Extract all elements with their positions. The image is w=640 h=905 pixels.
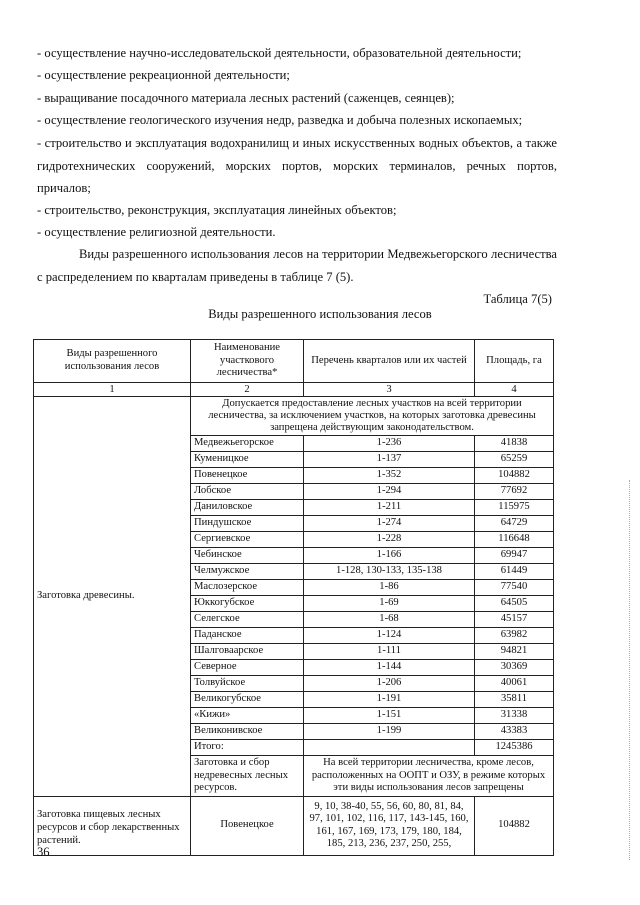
quarters-cell: 1-228 (304, 532, 475, 548)
forestry-name: Повенецкое (191, 796, 304, 855)
use-type-cell: Заготовка и сбор недревесных лесных ресурсов. (191, 756, 304, 797)
intro-item: - строительство, реконструкция, эксплуатация линейных объектов; (37, 203, 397, 217)
quarters-cell: 1-69 (304, 596, 475, 612)
column-number: 2 (191, 383, 304, 397)
area-cell: 69947 (475, 548, 554, 564)
total-label: Итого: (191, 740, 304, 756)
quarters-cell: 1-151 (304, 708, 475, 724)
area-cell: 63982 (475, 628, 554, 644)
forestry-name: «Кижи» (191, 708, 304, 724)
header-cell: Перечень кварталов или их частей (304, 340, 475, 383)
forestry-name: Медвежьегорское (191, 436, 304, 452)
intro-item: - осуществление рекреационной деятельности; (37, 68, 290, 82)
area-cell: 64729 (475, 516, 554, 532)
header-cell: Виды разрешенного использования лесов (34, 340, 191, 383)
forestry-name: Шалговаарское (191, 644, 304, 660)
quarters-cell: 1-211 (304, 500, 475, 516)
quarters-cell: 1-206 (304, 676, 475, 692)
quarters-cell: 1-352 (304, 468, 475, 484)
intro-item: - осуществление религиозной деятельности. (37, 225, 276, 239)
quarters-cell: 1-68 (304, 612, 475, 628)
forestry-name: Селегское (191, 612, 304, 628)
intro-item: - осуществление геологического изучения недр, разведка и добыча полезных ископаемых; (37, 113, 523, 127)
area-cell: 31338 (475, 708, 554, 724)
area-cell: 43383 (475, 724, 554, 740)
forestry-name: Куменицкое (191, 452, 304, 468)
area-cell: 35811 (475, 692, 554, 708)
page-number: 36 (37, 845, 50, 859)
forestry-name: Чебинское (191, 548, 304, 564)
forest-use-table (33, 339, 554, 856)
area-cell: 45157 (475, 612, 554, 628)
total-value: 1245386 (475, 740, 554, 756)
forestry-name: Маслозерское (191, 580, 304, 596)
area-cell: 61449 (475, 564, 554, 580)
forestry-name: Великонивское (191, 724, 304, 740)
quarters-cell: 1-144 (304, 660, 475, 676)
forestry-name: Повенецкое (191, 468, 304, 484)
area-cell: 64505 (475, 596, 554, 612)
intro-item: - выращивание посадочного материала лесных растений (саженцев, сеянцев); (37, 91, 455, 105)
quarters-cell: 1-128, 130-133, 135-138 (304, 564, 475, 580)
forestry-name: Сергиевское (191, 532, 304, 548)
table-label: Таблица 7(5) (483, 292, 552, 306)
quarters-cell: 1-236 (304, 436, 475, 452)
area-cell: 41838 (475, 436, 554, 452)
forestry-name: Северное (191, 660, 304, 676)
use-type-cell: Заготовка пищевых лесных ресурсов и сбор лекарственных растений. (34, 796, 191, 855)
area-cell: 65259 (475, 452, 554, 468)
forestry-name: Толвуйское (191, 676, 304, 692)
column-number: 4 (475, 383, 554, 397)
forestry-name: Паданское (191, 628, 304, 644)
quarters-cell: 1-294 (304, 484, 475, 500)
nonwood-text: На всей территории лесничества, кроме лесов, расположенных на ООПТ и ОЗУ, в режиме которых эти виды использования лесов запрещены (304, 756, 554, 797)
area-cell: 77692 (475, 484, 554, 500)
forestry-name: Челмужское (191, 564, 304, 580)
area-cell: 40061 (475, 676, 554, 692)
quarters-cell: 1-191 (304, 692, 475, 708)
area-cell: 30369 (475, 660, 554, 676)
area-cell: 77540 (475, 580, 554, 596)
quarters-cell: 1-274 (304, 516, 475, 532)
area-cell: 104882 (475, 796, 554, 855)
quarters-cell: 9, 10, 38-40, 55, 56, 60, 80, 81, 84, 97, 101, 102, 116, 117, 143-145, 160, 161, 167, 169, 173, 179, 180, 184, 185, 213, 236, 237, 250, 255, (304, 796, 475, 855)
use-type-cell: Заготовка древесины. (34, 397, 191, 797)
area-cell: 94821 (475, 644, 554, 660)
forestry-name: Даниловское (191, 500, 304, 516)
quarters-cell: 1-137 (304, 452, 475, 468)
header-cell: Площадь, га (475, 340, 554, 383)
intro-item: - строительство и эксплуатация водохранилищ и иных искусственных водных объектов, а также гидротехнических сооружений, морских портов, морских терминалов, речных портов, причалов; (37, 136, 557, 195)
forestry-name: Юккогубское (191, 596, 304, 612)
area-cell: 115975 (475, 500, 554, 516)
quarters-cell: 1-124 (304, 628, 475, 644)
quarters-cell: 1-166 (304, 548, 475, 564)
forestry-name: Лобское (191, 484, 304, 500)
intro-item: - осуществление научно-исследовательской деятельности, образовательной деятельности; (37, 46, 522, 60)
header-cell: Наименование участкового лесничества* (191, 340, 304, 383)
table-row (34, 397, 554, 436)
forestry-name: Пиндушское (191, 516, 304, 532)
body-paragraph: Виды разрешенного использования лесов на территории Медвежьегорского лесничества с распределением по кварталам приведены в таблице 7 (5). (37, 247, 557, 284)
area-cell: 104882 (475, 468, 554, 484)
margin-scan-marks (629, 480, 633, 860)
quarters-cell: 1-199 (304, 724, 475, 740)
quarters-cell: 1-111 (304, 644, 475, 660)
table-title: Виды разрешенного использования лесов (208, 307, 432, 321)
forestry-name: Великогубское (191, 692, 304, 708)
column-number-row (34, 383, 554, 397)
table-row (34, 796, 554, 855)
column-number: 3 (304, 383, 475, 397)
quarters-cell: 1-86 (304, 580, 475, 596)
table-header-row (34, 340, 554, 383)
column-number: 1 (34, 383, 191, 397)
timber-note: Допускается предоставление лесных участков на всей территории лесничества, за исключением участков, на которых заготовка древесины запрещена действующим законодательством. (191, 397, 554, 436)
area-cell: 116648 (475, 532, 554, 548)
